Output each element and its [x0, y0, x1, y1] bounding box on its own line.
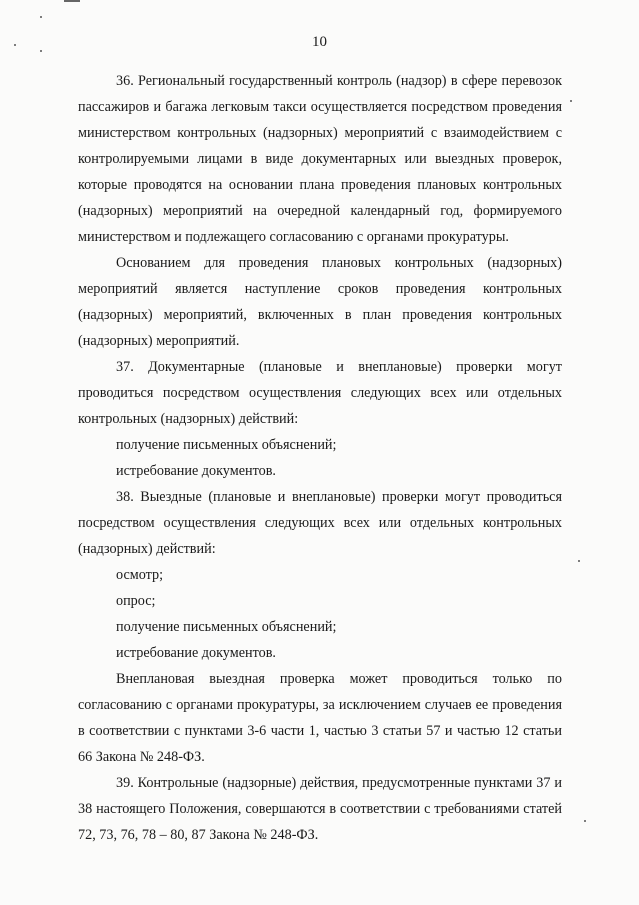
scan-artifact-bar [64, 0, 80, 2]
list-item: получение письменных объяснений; [116, 437, 337, 453]
scan-speck [40, 16, 42, 18]
list-item: опрос; [116, 593, 156, 609]
document-body [78, 68, 562, 848]
list-item: осмотр; [116, 567, 164, 583]
list-item: истребование документов. [116, 463, 276, 479]
paragraph-36: 36. Региональный государственный контроль (надзор) в сфере перевозок пассажиров и багажа легковым такси осуществляется посредством проведения министерством контрольных (надзорных) мероприятий с взаимодействием с контролируемыми лицами в виде документарных или выездных проверок, которые проводятся на основании плана проведения плановых контрольных (надзорных) мероприятий на очередной календарный год, формируемого министерством и подлежащего согласованию с органами прокуратуры. [78, 73, 562, 245]
paragraph-36-basis: Основанием для проведения плановых контрольных (надзорных) мероприятий является наступление сроков проведения контрольных (надзорных) мероприятий, включенных в план проведения контрольных (надзорных) мероприятий. [78, 255, 562, 349]
list-item: получение письменных объяснений; [116, 619, 337, 635]
paragraph-38: 38. Выездные (плановые и внеплановые) проверки могут проводиться посредством осуществления следующих всех или отдельных контрольных (надзорных) действий: [78, 489, 562, 557]
paragraph-39: 39. Контрольные (надзорные) действия, предусмотренные пунктами 37 и 38 настоящего Положения, совершаются в соответствии с требованиями статей 72, 73, 76, 78 – 80, 87 Закона № 248-ФЗ. [78, 775, 562, 843]
paragraph-38-unscheduled: Внеплановая выездная проверка может проводиться только по согласованию с органами прокуратуры, за исключением случаев ее проведения в соответствии с пунктами 3-6 части 1, частью 3 статьи 57 и частью 12 статьи 66 Закона № 248-ФЗ. [78, 671, 562, 765]
list-item: истребование документов. [116, 645, 276, 661]
scan-speck [584, 820, 586, 822]
page-number: 10 [312, 34, 327, 50]
paragraph-37: 37. Документарные (плановые и внеплановые) проверки могут проводиться посредством осуществления следующих всех или отдельных контрольных (надзорных) действий: [78, 359, 562, 427]
scan-speck [578, 560, 580, 562]
scan-speck [570, 100, 572, 102]
